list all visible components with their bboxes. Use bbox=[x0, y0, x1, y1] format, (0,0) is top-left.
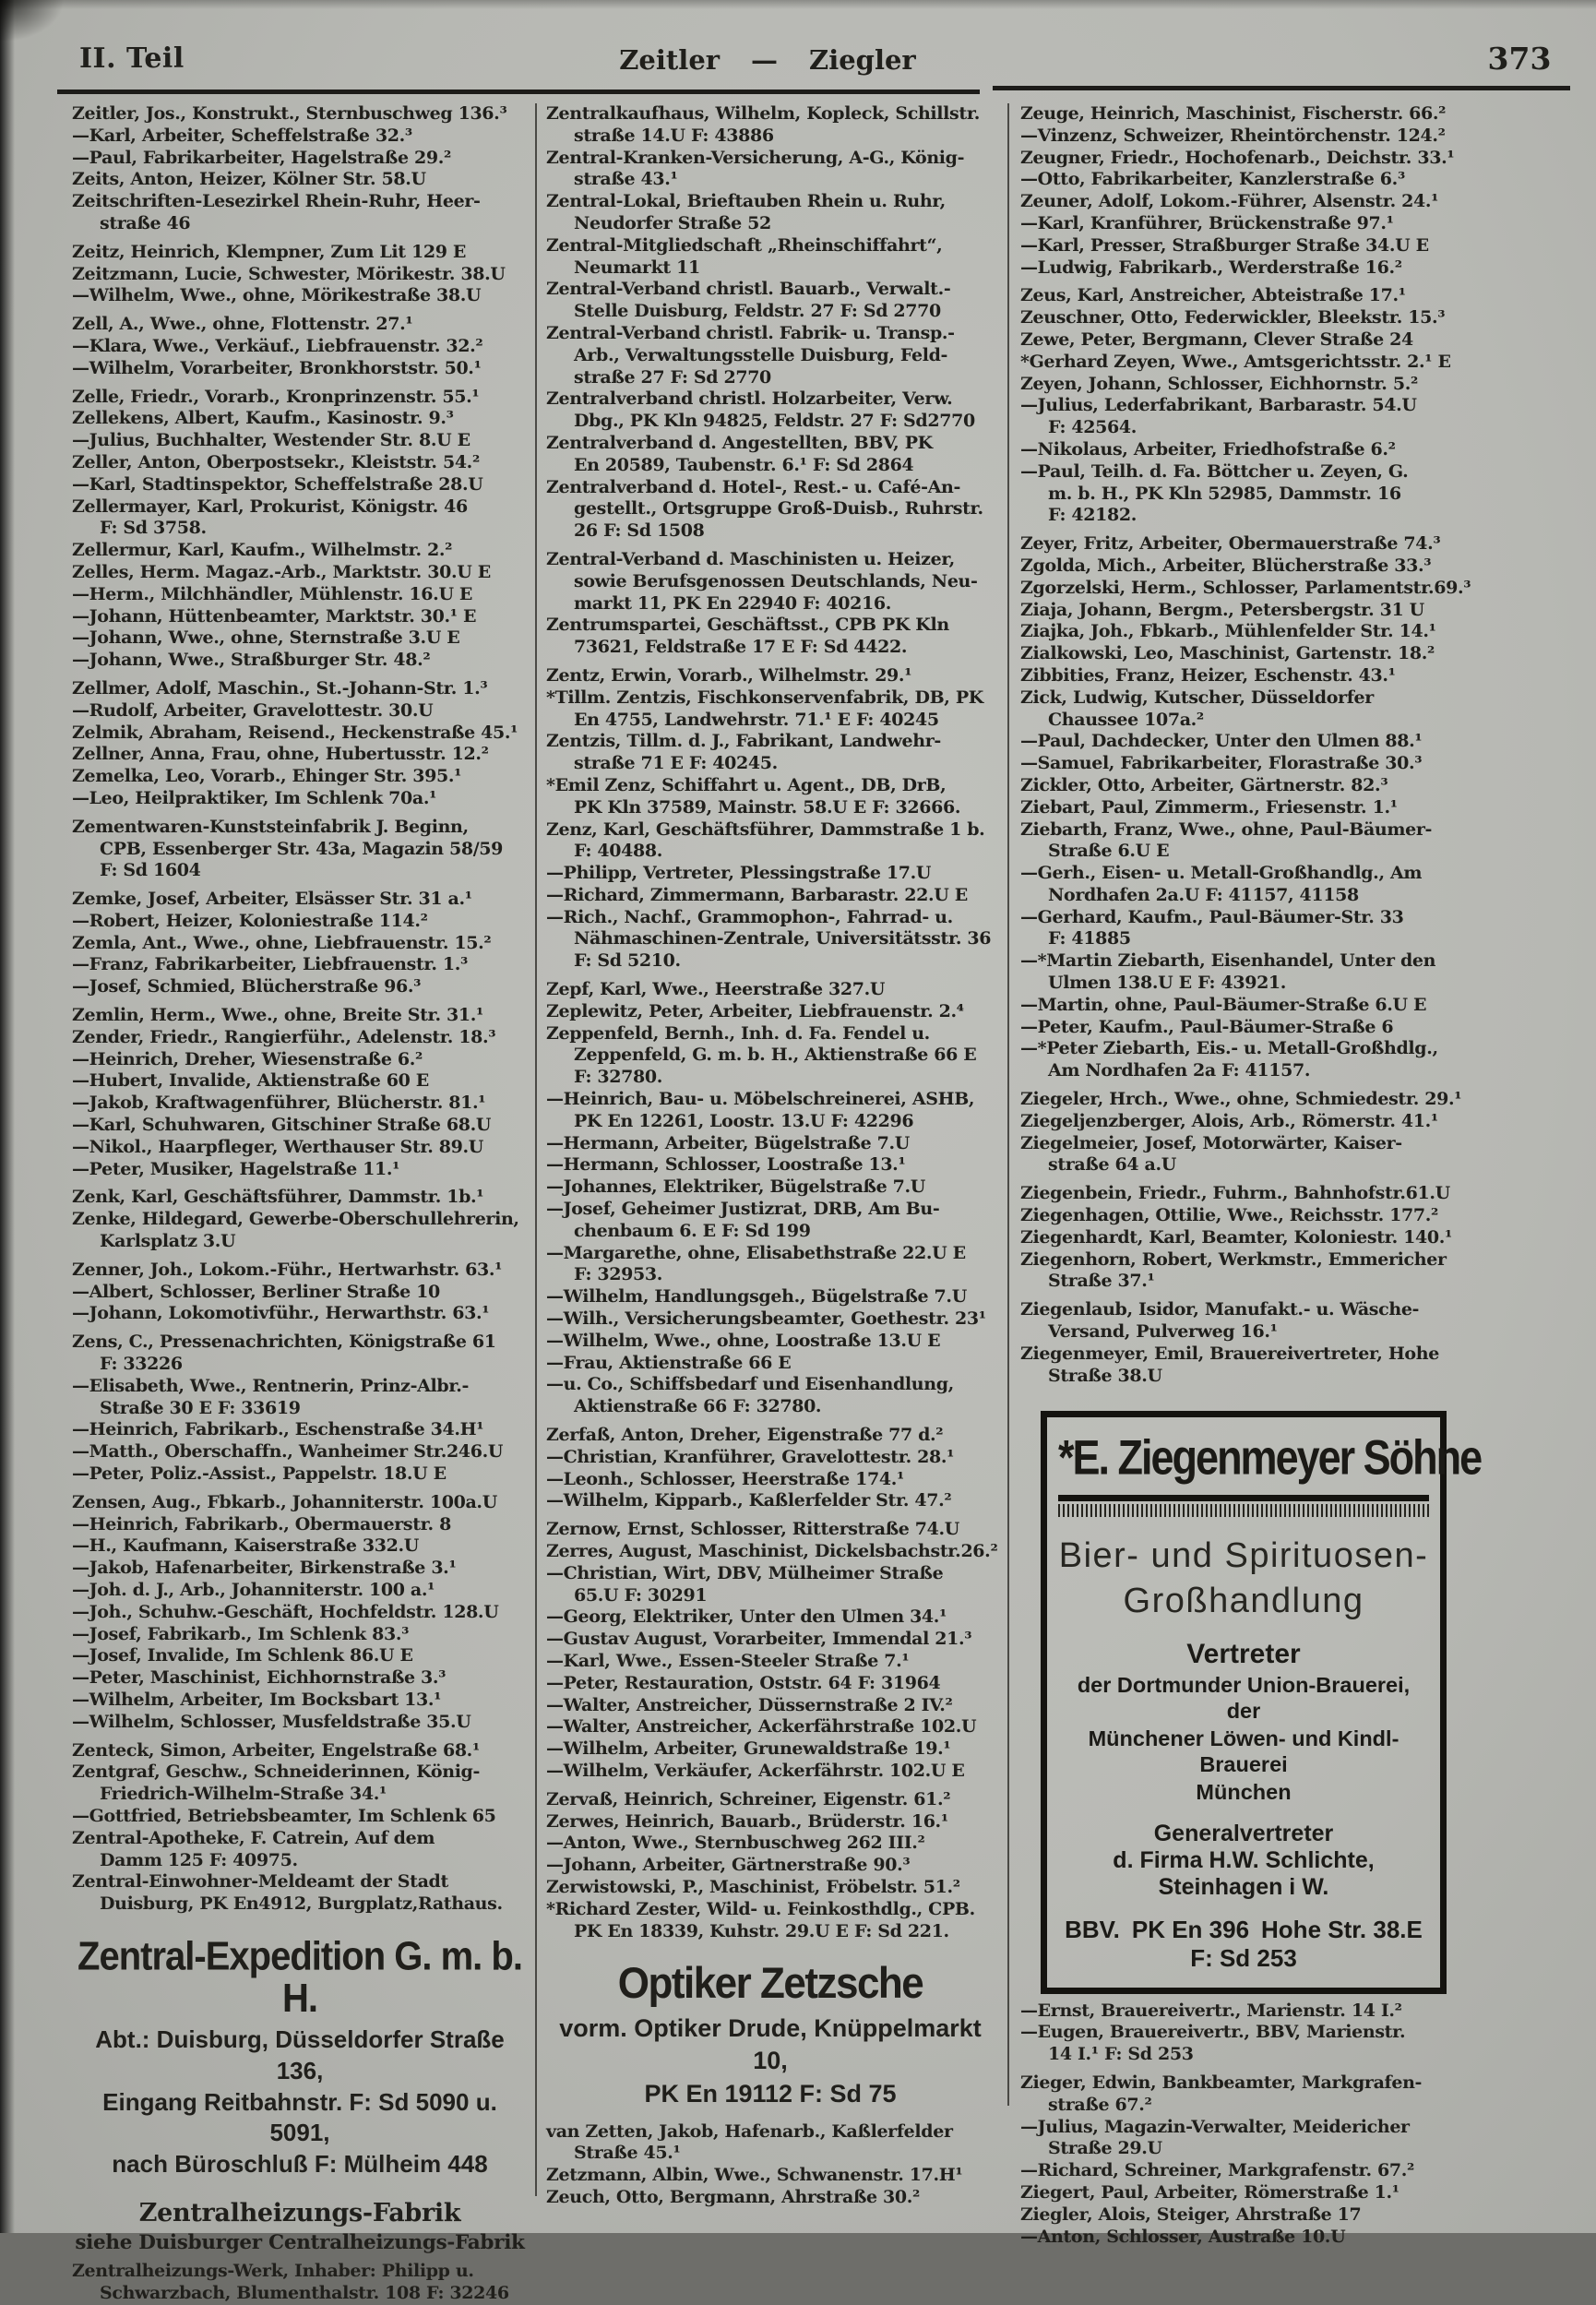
directory-entry-line: —Rich., Nachf., Grammophon-, Fahrrad- u. bbox=[546, 906, 953, 927]
directory-entry-line: Neumarkt 11 bbox=[574, 257, 700, 278]
directory-entry-line: —Samuel, Fabrikarbeiter, Florastraße 30.³ bbox=[1020, 753, 1423, 774]
directory-entry-line: Ziegeljenzberger, Alois, Arb., Römerstr. 41.¹ bbox=[1020, 1110, 1438, 1131]
scan-edge-shadow-top bbox=[0, 0, 1596, 9]
directory-entry-line: —Rudolf, Arbeiter, Gravelottestr. 30.U bbox=[72, 699, 434, 721]
directory-entry-line: Zentralverband d. Hotel-, Rest.- u. Café-An- bbox=[546, 476, 961, 497]
directory-entry-line: 73621, Feldstraße 17 E F: Sd 4422. bbox=[574, 637, 908, 658]
directory-entry-line: 14 I.¹ F: Sd 253 bbox=[1048, 2044, 1194, 2065]
directory-entry-line: Straße 45.¹ bbox=[574, 2143, 681, 2164]
directory-entry-line: Straße 30 E F: 33619 bbox=[100, 1397, 301, 1418]
column-divider-2 bbox=[1007, 103, 1009, 2106]
directory-entry-line: Zelle, Friedr., Vorarb., Kronprinzenstr. 55.¹ bbox=[72, 386, 480, 407]
column-divider-1 bbox=[535, 103, 537, 2196]
directory-entry-line: —Anton, Schlosser, Austraße 10.U bbox=[1020, 2226, 1346, 2247]
directory-entry-line: markt 11, PK En 22940 F: 40216. bbox=[574, 592, 891, 614]
directory-entry-line: Zeppenfeld, Bernh., Inh. d. Fa. Fendel u. bbox=[546, 1022, 930, 1044]
directory-entry-line: —H., Kaufmann, Kaiserstraße 332.U bbox=[72, 1535, 419, 1557]
directory-entry-line: Zerwistowski, P., Maschinist, Fröbelstr. 51.² bbox=[546, 1876, 960, 1897]
ad-general-line: d. Firma H.W. Schlichte, Steinhagen i W. bbox=[1113, 1846, 1375, 1900]
directory-entry-line: Zemlin, Herm., Wwe., ohne, Breite Str. 31.¹ bbox=[72, 1005, 483, 1026]
directory-entry-line: Friedrich-Wilhelm-Straße 34.¹ bbox=[100, 1784, 387, 1805]
directory-entry-line: Zepf, Karl, Wwe., Heerstraße 327.U bbox=[546, 979, 886, 1000]
column-2 bbox=[546, 103, 998, 2209]
directory-entry-line: —Richard, Schreiner, Markgrafenstr. 67.² bbox=[1020, 2160, 1414, 2181]
directory-entry-line: Arb., Verwaltungsstelle Duisburg, Feld- bbox=[574, 344, 948, 365]
directory-entry-line: —Anton, Wwe., Sternbuschweg 262 III.² bbox=[546, 1833, 925, 1854]
directory-entry-line: —Wilhelm, Wwe., ohne, Loostraße 13.U E bbox=[546, 1330, 941, 1351]
directory-entry-line: —Peter, Poliz.-Assist., Pappelstr. 18.U E bbox=[72, 1463, 447, 1485]
directory-entry-line: Zeplewitz, Peter, Arbeiter, Liebfrauenstr. 2.⁴ bbox=[546, 1000, 964, 1021]
directory-entry-line: Zellermur, Karl, Kaufm., Wilhelmstr. 2.² bbox=[72, 540, 453, 561]
directory-entry-line: Zentral-Verband christl. Fabrik- u. Transp.- bbox=[546, 322, 955, 343]
directory-entry-line: Nähmaschinen-Zentrale, Universitätsstr. 36 bbox=[574, 928, 992, 949]
directory-entry-line: Ziaja, Johann, Bergm., Petersbergstr. 31 U bbox=[1020, 599, 1424, 620]
directory-entry-line: Neudorfer Straße 52 bbox=[574, 212, 771, 233]
header-part-label: II. Teil bbox=[79, 42, 185, 75]
directory-entry-line: Ziegenhardt, Karl, Beamter, Koloniestr. 140.¹ bbox=[1020, 1226, 1452, 1248]
directory-entry-line: Zentral-Verband d. Maschinisten u. Heizer, bbox=[546, 548, 955, 569]
cross-reference-line: siehe Duisburger Centralheizungs-Fabrik bbox=[75, 2230, 525, 2254]
directory-entry-line: Am Nordhafen 2a F: 41157. bbox=[1048, 1060, 1311, 1081]
directory-entry-line: Zemla, Ant., Wwe., ohne, Liebfrauenstr. 15.² bbox=[72, 932, 492, 953]
directory-entry-line: *Richard Zester, Wild- u. Feinkosthdlg., CPB. bbox=[546, 1898, 975, 1919]
directory-entry-line: —Johannes, Elektriker, Bügelstraße 7.U bbox=[546, 1176, 925, 1198]
directory-entry-line: —Joh., Schuhw.-Geschäft, Hochfeldstr. 128.U bbox=[72, 1601, 499, 1622]
running-header-right: Ziegler bbox=[809, 44, 916, 76]
notice-line: Eingang Reitbahnstr. F: Sd 5090 u. 5091, bbox=[102, 2087, 497, 2147]
directory-entry-line: Ziegeler, Hrch., Wwe., ohne, Schmiedestr. 29.¹ bbox=[1020, 1089, 1462, 1110]
directory-entry-line: Zeus, Karl, Anstreicher, Abteistraße 17.¹ bbox=[1020, 285, 1406, 306]
directory-entry-line: Zeitler, Jos., Konstrukt., Sternbuschweg 136.³ bbox=[72, 103, 507, 124]
column-1 bbox=[72, 103, 528, 2305]
directory-entry-line: m. b. H., PK Kln 52985, Dammstr. 16 bbox=[1048, 483, 1401, 504]
directory-entry-line: Zentral-Mitgliedschaft „Rheinschiffahrt“, bbox=[546, 234, 943, 256]
directory-entry-line: Zentralkaufhaus, Wilhelm, Kopleck, Schillstr. bbox=[546, 103, 980, 124]
directory-entry-line: —Otto, Fabrikarbeiter, Kanzlerstraße 6.³ bbox=[1020, 169, 1405, 190]
ad-business-line: Bier- und Spirituosen- bbox=[1058, 1536, 1429, 1576]
directory-entry-line: Zenner, Joh., Lokom.-Führ., Hertwarhstr. 63.¹ bbox=[72, 1259, 503, 1280]
directory-entry-line: Zernow, Ernst, Schlosser, Ritterstraße 74.U bbox=[546, 1519, 960, 1540]
directory-entry-line: Ziegenbein, Friedr., Fuhrm., Bahnhofstr.61.U bbox=[1020, 1183, 1450, 1204]
directory-entry-line: —Hermann, Arbeiter, Bügelstraße 7.U bbox=[546, 1132, 910, 1153]
ad-general-label: Generalvertreter bbox=[1153, 1820, 1334, 1846]
directory-entry-line: —Richard, Zimmermann, Barbarastr. 22.U E bbox=[546, 884, 968, 905]
directory-entry-line: straße 64 a.U bbox=[1048, 1154, 1176, 1176]
directory-entry-line: —Wilhelm, Handlungsgeh., Bügelstraße 7.U bbox=[546, 1286, 967, 1308]
directory-entry-line: —Peter, Maschinist, Eichhornstraße 3.³ bbox=[72, 1667, 447, 1689]
directory-entry-line: —Paul, Dachdecker, Unter den Ulmen 88.¹ bbox=[1020, 731, 1423, 752]
directory-entry-line: —Heinrich, Fabrikarb., Eschenstraße 34.H¹ bbox=[72, 1419, 484, 1440]
directory-entry-line: Zell, A., Wwe., ohne, Flottenstr. 27.¹ bbox=[72, 314, 413, 335]
directory-entry-line: —Heinrich, Dreher, Wiesenstraße 6.² bbox=[72, 1048, 423, 1069]
directory-entry-line: —Johann, Hüttenbeamter, Marktstr. 30.¹ E bbox=[72, 605, 477, 627]
directory-entry-line: —Martin, ohne, Paul-Bäumer-Straße 6.U E bbox=[1020, 994, 1427, 1015]
directory-entry-line: —Wilhelm, Arbeiter, Grunewaldstraße 19.¹ bbox=[546, 1738, 951, 1760]
directory-entry-line: van Zetten, Jakob, Hafenarb., Kaßlerfelder bbox=[546, 2120, 953, 2142]
ad-subtitle: Vertreter bbox=[1186, 1638, 1301, 1669]
directory-entry-line: Zentral-Kranken-Versicherung, A-G., König- bbox=[546, 147, 965, 168]
directory-entry-line: —Karl, Arbeiter, Scheffelstraße 32.³ bbox=[72, 125, 412, 146]
directory-entry-line: En 20589, Taubenstr. 6.¹ F: Sd 2864 bbox=[574, 454, 914, 475]
directory-entry-line: Versand, Pulverweg 16.¹ bbox=[1048, 1321, 1278, 1343]
ad-representative-line: der Dortmunder Union-Brauerei, der bbox=[1077, 1672, 1411, 1723]
directory-entry-line: Zelmik, Abraham, Reisend., Heckenstraße 45.¹ bbox=[72, 722, 518, 743]
directory-entry-line: —Peter, Musiker, Hagelstraße 11.¹ bbox=[72, 1158, 400, 1179]
directory-entry-line: —Walter, Anstreicher, Ackerfährstraße 102.U bbox=[546, 1716, 977, 1738]
directory-entry-line: Zialkowski, Leo, Maschinist, Gartenstr. 18.² bbox=[1020, 643, 1435, 664]
column-3 bbox=[1020, 103, 1574, 2248]
directory-entry-line: —Jakob, Hafenarbeiter, Birkenstraße 3.¹ bbox=[72, 1558, 457, 1579]
directory-entry-line: Zellmer, Adolf, Maschin., St.-Johann-Str. 1.³ bbox=[72, 677, 488, 699]
directory-entry-line: Zeitz, Heinrich, Klempner, Zum Lit 129 E bbox=[72, 241, 466, 262]
directory-entry-line: chenbaum 6. E F: Sd 199 bbox=[574, 1220, 811, 1241]
ad-representative-line: München bbox=[1196, 1780, 1292, 1805]
directory-entry-line: —Josef, Geheimer Justizrat, DRB, Am Bu- bbox=[546, 1199, 940, 1220]
directory-entry-line: Ziegenhorn, Robert, Werkmstr., Emmericher bbox=[1020, 1248, 1447, 1270]
notice-line: nach Büroschluß F: Mülheim 448 bbox=[112, 2150, 488, 2179]
directory-entry-line: Zerfaß, Anton, Dreher, Eigenstraße 77 d.² bbox=[546, 1425, 944, 1446]
directory-entry-line: straße 67.² bbox=[1048, 2094, 1152, 2115]
directory-entry-line: F: Sd 3758. bbox=[100, 518, 207, 539]
directory-entry-line: —Gerh., Eisen- u. Metall-Großhandlg., Am bbox=[1020, 863, 1423, 884]
directory-entry-line: Zens, C., Pressenachrichten, Königstraße 61 bbox=[72, 1332, 496, 1353]
directory-entry-line: —Leonh., Schlosser, Heerstraße 174.¹ bbox=[546, 1468, 904, 1489]
directory-entry-line: Ziegert, Paul, Arbeiter, Römerstraße 1.¹ bbox=[1020, 2181, 1399, 2203]
directory-entry-line: Zender, Friedr., Rangierführ., Adelenstr. 18.³ bbox=[72, 1026, 496, 1047]
directory-entry-line: F: Sd 1604 bbox=[100, 860, 201, 881]
directory-entry-line: Zentral-Lokal, Brieftauben Rhein u. Ruhr, bbox=[546, 191, 946, 212]
directory-entry-line: —Matth., Oberschaffn., Wanheimer Str.246.U bbox=[72, 1441, 504, 1463]
directory-entry-line: *Emil Zenz, Schiffahrt u. Agent., DB, DrB, bbox=[546, 774, 947, 795]
directory-entry-line: F: 32780. bbox=[574, 1067, 663, 1088]
directory-entry-line: Zickler, Otto, Arbeiter, Gärtnerstr. 82.³ bbox=[1020, 774, 1388, 795]
directory-entry-line: Zentzis, Tillm. d. J., Fabrikant, Landwehr- bbox=[546, 731, 941, 752]
directory-entry-line: F: 40488. bbox=[574, 841, 663, 862]
directory-entry-line: Zentz, Erwin, Vorarb., Wilhelmstr. 29.¹ bbox=[546, 664, 912, 686]
directory-entry-line: Zeugner, Friedr., Hochofenarb., Deichstr. 33.¹ bbox=[1020, 147, 1455, 168]
directory-entry-line: —Ludwig, Fabrikarb., Werderstraße 16.² bbox=[1020, 257, 1402, 278]
directory-entry-line: —Wilhelm, Kipparb., Kaßlerfelder Str. 47.² bbox=[546, 1490, 952, 1511]
directory-entry-line: —Hubert, Invalide, Aktienstraße 60 E bbox=[72, 1070, 429, 1092]
directory-entry-line: F: Sd 5210. bbox=[574, 950, 681, 972]
directory-entry-line: Zentralverband d. Angestellten, BBV, PK bbox=[546, 432, 933, 453]
directory-entry-line: —*Peter Ziebarth, Eis.- u. Metall-Großhdlg., bbox=[1020, 1038, 1438, 1059]
notice-title: Optiker Zetzsche bbox=[617, 1959, 923, 2009]
directory-entry-line: —Eugen, Brauereivertr., BBV, Marienstr. bbox=[1020, 2022, 1406, 2043]
directory-entry-line: F: 41885 bbox=[1048, 928, 1131, 949]
notice-line: Abt.: Duisburg, Düsseldorfer Straße 136, bbox=[95, 2024, 505, 2084]
directory-entry-line: Zgorzelski, Herm., Schlosser, Parlamentstr.69.³ bbox=[1020, 577, 1471, 598]
notice-line: PK En 19112 F: Sd 75 bbox=[644, 2079, 897, 2108]
directory-entry-line: —Frau, Aktienstraße 66 E bbox=[546, 1352, 792, 1373]
directory-entry-line: —Peter, Restauration, Oststr. 64 F: 31964 bbox=[546, 1672, 941, 1693]
directory-entry-line: F: 42564. bbox=[1048, 417, 1137, 438]
directory-entry-line: Zeller, Anton, Oberpostsekr., Kleiststr. 54.² bbox=[72, 451, 480, 472]
directory-entry-line: —Nikolaus, Arbeiter, Friedhofstraße 6.² bbox=[1020, 438, 1396, 460]
directory-entry-line: Zeitzmann, Lucie, Schwester, Mörikestr. 38.U bbox=[72, 263, 506, 284]
directory-entry-line: —Johann, Wwe., ohne, Sternstraße 3.U E bbox=[72, 627, 460, 649]
directory-entry-line: Duisburg, PK En4912, Burgplatz,Rathaus. bbox=[100, 1893, 503, 1915]
directory-entry-line: Zick, Ludwig, Kutscher, Düsseldorfer bbox=[1020, 687, 1374, 708]
directory-entry-line: —Karl, Wwe., Essen-Steeler Straße 7.¹ bbox=[546, 1650, 910, 1671]
directory-entry-line: —Philipp, Vertreter, Plessingstraße 17.U bbox=[546, 863, 932, 884]
notice-title: Zentral-Expedition G. m. b. H. bbox=[77, 1934, 522, 2021]
directory-entry-line: Zentral-Verband christl. Bauarb., Verwalt.- bbox=[546, 279, 951, 300]
directory-entry-line: *Tillm. Zentzis, Fischkonservenfabrik, DB, PK bbox=[546, 687, 983, 708]
directory-entry-line: —Johann, Wwe., Straßburger Str. 48.² bbox=[72, 650, 431, 671]
header-rule-left bbox=[57, 90, 980, 94]
directory-entry-line: —Wilhelm, Verkäufer, Ackerfährstr. 102.U E bbox=[546, 1760, 965, 1781]
directory-entry-line: Zentrumspartei, Geschäftsst., CPB PK Kln bbox=[546, 615, 949, 636]
ad-phone-line: F: Sd 253 bbox=[1190, 1943, 1297, 1972]
directory-entry-line: Zellekens, Albert, Kaufm., Kasinostr. 9.³ bbox=[72, 408, 454, 429]
directory-entry-line: —Christian, Wirt, DBV, Mülheimer Straße bbox=[546, 1562, 944, 1583]
scan-corner-shadow bbox=[0, 0, 65, 42]
directory-entry-line: Zementwaren-Kunststeinfabrik J. Beginn, bbox=[72, 816, 469, 837]
directory-entry-line: 26 F: Sd 1508 bbox=[574, 520, 705, 542]
scan-edge-shadow bbox=[0, 0, 15, 2233]
directory-entry-line: —Wilhelm, Wwe., ohne, Mörikestraße 38.U bbox=[72, 285, 482, 306]
directory-entry-line: —Heinrich, Bau- u. Möbelschreinerei, ASHB, bbox=[546, 1089, 975, 1110]
directory-entry-line: Straße 37.¹ bbox=[1048, 1271, 1155, 1292]
directory-entry-line: —Franz, Fabrikarbeiter, Liebfrauenstr. 1.³ bbox=[72, 954, 468, 975]
directory-entry-line: Zenz, Karl, Geschäftsführer, Dammstraße 1 b. bbox=[546, 818, 985, 840]
directory-entry-line: Ulmen 138.U E F: 43921. bbox=[1048, 973, 1287, 994]
directory-entry-line: —Herm., Milchhändler, Mühlenstr. 16.U E bbox=[72, 583, 473, 604]
ziegenmeyer-advertisement bbox=[1041, 1411, 1482, 1993]
directory-entry-line: *Gerhard Zeyen, Wwe., Amtsgerichtsstr. 2.¹ E bbox=[1020, 351, 1451, 372]
directory-entry-line: —Gerhard, Kaufm., Paul-Bäumer-Str. 33 bbox=[1020, 906, 1404, 927]
directory-entry-line: Ziegenhagen, Ottilie, Wwe., Reichsstr. 177.² bbox=[1020, 1205, 1438, 1226]
directory-entry-line: —Joh. d. J., Arb., Johanniterstr. 100 a.¹ bbox=[72, 1580, 435, 1600]
directory-entry-line: sowie Berufsgenossen Deutschlands, Neu- bbox=[574, 570, 978, 591]
directory-entry-line: —Paul, Fabrikarbeiter, Hagelstraße 29.² bbox=[72, 147, 451, 168]
directory-entry-line: straße 14.U F: 43886 bbox=[574, 125, 774, 146]
directory-entry-line: Karlsplatz 3.U bbox=[100, 1231, 236, 1252]
directory-entry-line: Ziegenmeyer, Emil, Brauereivertreter, Hohe bbox=[1020, 1343, 1439, 1364]
directory-entry-line: Stelle Duisburg, Feldstr. 27 F: Sd 2770 bbox=[574, 301, 941, 322]
directory-entry-line: straße 71 E F: 40245. bbox=[574, 753, 778, 774]
directory-entry-line: —Karl, Kranführer, Brückenstraße 97.¹ bbox=[1020, 212, 1394, 233]
directory-entry-line: —Walter, Anstreicher, Düssernstraße 2 IV.² bbox=[546, 1694, 953, 1715]
directory-entry-line: Ziegenlaub, Isidor, Manufakt.- u. Wäsche- bbox=[1020, 1299, 1420, 1320]
directory-entry-line: straße 46 bbox=[100, 212, 191, 233]
ad-representative-line: Münchener Löwen- und Kindl-Brauerei bbox=[1088, 1726, 1399, 1777]
directory-entry-line: Zerwes, Heinrich, Bauarb., Brüderstr. 16.¹ bbox=[546, 1810, 948, 1832]
running-header-left: Zeitler bbox=[619, 44, 721, 76]
running-header-dash: — bbox=[751, 44, 779, 76]
directory-entry-line: —Christian, Kranführer, Gravelottestr. 28.¹ bbox=[546, 1446, 955, 1467]
directory-entry-line: —u. Co., Schiffsbedarf und Eisenhandlung, bbox=[546, 1374, 954, 1395]
directory-entry-line: Zerres, August, Maschinist, Dickelsbachstr.26.² bbox=[546, 1541, 998, 1561]
directory-entry-line: —Klara, Wwe., Verkäuf., Liebfrauenstr. 32.² bbox=[72, 335, 483, 356]
directory-entry-line: Ziebarth, Franz, Wwe., ohne, Paul-Bäumer- bbox=[1020, 818, 1433, 840]
directory-entry-line: —Paul, Teilh. d. Fa. Böttcher u. Zeyen, G. bbox=[1020, 460, 1409, 482]
directory-entry-line: —Gustav August, Vorarbeiter, Immendal 21.³ bbox=[546, 1629, 972, 1650]
directory-entry-line: Zellner, Anna, Frau, ohne, Hubertusstr. 12.² bbox=[72, 744, 489, 765]
directory-entry-line: Zentgraf, Geschw., Schneiderinnen, König- bbox=[72, 1762, 481, 1783]
directory-entry-line: —Wilhelm, Schlosser, Musfeldstraße 35.U bbox=[72, 1711, 471, 1732]
directory-entry-line: Straße 29.U bbox=[1048, 2138, 1162, 2159]
page-number: 373 bbox=[1487, 41, 1552, 77]
ad-company-name: *E. Ziegenmeyer Söhne bbox=[1058, 1429, 1482, 1486]
directory-entry-line: —Wilhelm, Vorarbeiter, Bronkhorststr. 50.¹ bbox=[72, 357, 482, 378]
directory-entry-line: —Robert, Heizer, Koloniestraße 114.² bbox=[72, 910, 428, 931]
directory-entry-line: —Heinrich, Fabrikarb., Obermauerstr. 8 bbox=[72, 1513, 451, 1535]
directory-entry-line: Zentralheizungs-Werk, Inhaber: Philipp u. bbox=[72, 2260, 474, 2281]
optiker-zetzsche-notice bbox=[546, 1959, 995, 2109]
directory-entry-line: PK Kln 37589, Mainstr. 58.U E F: 32666. bbox=[574, 796, 961, 818]
directory-entry-line: gestellt., Ortsgruppe Groß-Duisb., Ruhrstr. bbox=[574, 498, 983, 520]
directory-entry-line: Zervaß, Heinrich, Schreiner, Eigenstr. 61.² bbox=[546, 1788, 951, 1809]
header-rule-right bbox=[993, 86, 1570, 90]
directory-entry-line: Zetzmann, Albin, Wwe., Schwanenstr. 17.H¹ bbox=[546, 2165, 963, 2186]
directory-entry-line: straße 43.¹ bbox=[574, 169, 678, 190]
directory-entry-line: 65.U F: 30291 bbox=[574, 1584, 708, 1606]
directory-entry-line: Ziajka, Joh., Fbkarb., Mühlenfelder Str. 14.¹ bbox=[1020, 621, 1436, 642]
notice-line: vorm. Optiker Drude, Knüppelmarkt 10, bbox=[559, 2014, 982, 2075]
directory-entry-line: Zieger, Edwin, Bankbeamter, Markgrafen- bbox=[1020, 2072, 1423, 2093]
directory-entry-line: En 4755, Landwehrstr. 71.¹ E F: 40245 bbox=[574, 709, 939, 730]
directory-entry-line: Zeuge, Heinrich, Maschinist, Fischerstr. 66.² bbox=[1020, 103, 1447, 124]
ad-hatch-band bbox=[1058, 1504, 1429, 1517]
directory-entry-line: —Josef, Fabrikarb., Im Schlenk 83.³ bbox=[72, 1623, 410, 1644]
directory-entry-line: Chaussee 107a.² bbox=[1048, 709, 1204, 730]
directory-entry-line: Zeyen, Johann, Schlosser, Eichhornstr. 5.² bbox=[1020, 373, 1418, 394]
directory-entry-line: Zewe, Peter, Bergmann, Clever Straße 24 bbox=[1020, 328, 1413, 350]
directory-entry-line: —Josef, Schmied, Blücherstraße 96.³ bbox=[72, 976, 422, 997]
directory-entry-line: Zensen, Aug., Fbkarb., Johanniterstr. 100a.U bbox=[72, 1491, 497, 1512]
directory-entry-line: Aktienstraße 66 F: 32780. bbox=[574, 1396, 822, 1417]
directory-entry-line: Zeuch, Otto, Bergmann, Ahrstraße 30.² bbox=[546, 2187, 921, 2208]
directory-entry-line: —Vinzenz, Schweizer, Rheintörchenstr. 124.² bbox=[1020, 125, 1446, 146]
directory-entry-line: F: 42182. bbox=[1048, 505, 1137, 526]
directory-entry-line: Zeitschriften-Lesezirkel Rhein-Ruhr, Heer- bbox=[72, 191, 481, 212]
directory-entry-line: Zeyer, Fritz, Arbeiter, Obermauerstraße 74.³ bbox=[1020, 533, 1441, 555]
directory-entry-line: Damm 125 F: 40975. bbox=[100, 1849, 298, 1870]
directory-entry-line: F: 32953. bbox=[574, 1264, 663, 1285]
ad-contact-line: BBV. PK En 396 Hohe Str. 38.E bbox=[1065, 1915, 1423, 1943]
directory-entry-line: —Julius, Buchhalter, Westender Str. 8.U E bbox=[72, 430, 470, 451]
directory-entry-line: CPB, Essenberger Str. 43a, Magazin 58/59 bbox=[100, 838, 504, 859]
directory-entry-line: Zentral-Einwohner-Meldeamt der Stadt bbox=[72, 1871, 448, 1893]
directory-entry-line: —Josef, Invalide, Im Schlenk 86.U E bbox=[72, 1645, 413, 1666]
running-header bbox=[537, 44, 998, 76]
ad-rule bbox=[1058, 1495, 1429, 1501]
directory-entry-line: Schwarzbach, Blumenthalstr. 108 F: 32246 bbox=[100, 2282, 509, 2303]
directory-entry-line: —Margarethe, ohne, Elisabethstraße 22.U E bbox=[546, 1242, 966, 1263]
cross-reference-title: Zentralheizungs-Fabrik bbox=[138, 2198, 461, 2227]
directory-entry-line: Zelles, Herm. Magaz.-Arb., Marktstr. 30.U E bbox=[72, 561, 491, 582]
directory-entry-line: straße 27 F: Sd 2770 bbox=[574, 366, 771, 388]
directory-entry-line: Zenk, Karl, Geschäftsführer, Dammstr. 1b.¹ bbox=[72, 1187, 484, 1208]
directory-entry-line: —*Martin Ziebarth, Eisenhandel, Unter den bbox=[1020, 950, 1436, 972]
directory-entry-line: —Leo, Heilpraktiker, Im Schlenk 70a.¹ bbox=[72, 787, 437, 808]
directory-entry-line: Straße 38.U bbox=[1048, 1365, 1162, 1386]
directory-entry-line: Zemke, Josef, Arbeiter, Elsässer Str. 31 a.¹ bbox=[72, 889, 472, 910]
directory-entry-line: Zibbities, Franz, Heizer, Eschenstr. 43.¹ bbox=[1020, 664, 1396, 686]
directory-entry-line: —Johann, Lokomotivführ., Herwarthstr. 63.¹ bbox=[72, 1303, 490, 1324]
directory-entry-line: Nordhafen 2a.U F: 41157, 41158 bbox=[1048, 884, 1359, 905]
directory-entry-line: —Elisabeth, Wwe., Rentnerin, Prinz-Albr.- bbox=[72, 1375, 470, 1396]
directory-entry-line: —Jakob, Kraftwagenführer, Blücherstr. 81.¹ bbox=[72, 1093, 486, 1114]
directory-entry-line: Zemelka, Leo, Vorarb., Ehinger Str. 395.¹ bbox=[72, 766, 462, 787]
directory-entry-line: Ziegler, Alois, Steiger, Ahrstraße 17 bbox=[1020, 2203, 1362, 2225]
directory-entry-line: Straße 6.U E bbox=[1048, 841, 1170, 862]
directory-entry-line: —Wilhelm, Arbeiter, Im Bocksbart 13.¹ bbox=[72, 1689, 442, 1710]
ad-business-line: Großhandlung bbox=[1123, 1582, 1364, 1621]
directory-entry-line: —Georg, Elektriker, Unter den Ulmen 34.¹ bbox=[546, 1606, 947, 1628]
directory-entry-line: PK En 12261, Loostr. 13.U F: 42296 bbox=[574, 1110, 914, 1131]
directory-entry-line: —Peter, Kaufm., Paul-Bäumer-Straße 6 bbox=[1020, 1016, 1394, 1037]
directory-entry-line: F: 33226 bbox=[100, 1354, 183, 1375]
directory-entry-line: Ziegelmeier, Josef, Motorwärter, Kaiser- bbox=[1020, 1132, 1402, 1153]
directory-entry-line: —Albert, Schlosser, Berliner Straße 10 bbox=[72, 1281, 440, 1302]
directory-entry-line: —Nikol., Haarpfleger, Werthauser Str. 89.U bbox=[72, 1136, 483, 1157]
zentralheizung-cross-reference bbox=[72, 2199, 528, 2254]
directory-entry-line: Zellermayer, Karl, Prokurist, Königstr. 46 bbox=[72, 496, 468, 517]
directory-entry-line: Zenke, Hildegard, Gewerbe-Oberschullehrerin, bbox=[72, 1209, 519, 1230]
directory-entry-line: —Karl, Stadtinspektor, Scheffelstraße 28.U bbox=[72, 473, 483, 495]
directory-entry-line: Zeuschner, Otto, Federwickler, Bleekstr. 15.³ bbox=[1020, 307, 1446, 328]
directory-entry-line: —Karl, Presser, Straßburger Straße 34.U E bbox=[1020, 234, 1429, 256]
directory-entry-line: Zenteck, Simon, Arbeiter, Engelstraße 68.¹ bbox=[72, 1739, 480, 1761]
directory-entry-line: Zeppenfeld, G. m. b. H., Aktienstraße 66 E bbox=[574, 1045, 977, 1066]
directory-entry-line: —Karl, Schuhwaren, Gitschiner Straße 68.U bbox=[72, 1115, 492, 1136]
directory-entry-line: —Wilh., Versicherungsbeamter, Goethestr. 23¹ bbox=[546, 1308, 986, 1330]
directory-entry-line: —Julius, Magazin-Verwalter, Meidericher bbox=[1020, 2116, 1410, 2137]
directory-entry-line: —Hermann, Schlosser, Loostraße 13.¹ bbox=[546, 1154, 906, 1176]
directory-entry-line: Zeuner, Adolf, Lokom.-Führer, Alsenstr. 24.¹ bbox=[1020, 191, 1439, 212]
directory-entry-line: —Gottfried, Betriebsbeamter, Im Schlenk 65 bbox=[72, 1805, 496, 1826]
directory-entry-line: —Julius, Lederfabrikant, Barbarastr. 54.U bbox=[1020, 395, 1417, 416]
directory-entry-line: Zentralverband christl. Holzarbeiter, Verw. bbox=[546, 388, 953, 410]
directory-entry-line: Zgolda, Mich., Arbeiter, Blücherstraße 33.³ bbox=[1020, 555, 1432, 576]
zentral-expedition-notice bbox=[72, 1936, 528, 2180]
directory-entry-line: Dbg., PK Kln 94825, Feldstr. 27 F: Sd2770 bbox=[574, 411, 975, 432]
directory-entry-line: —Johann, Arbeiter, Gärtnerstraße 90.³ bbox=[546, 1855, 911, 1876]
directory-entry-line: PK En 18339, Kuhstr. 29.U E F: Sd 221. bbox=[574, 1920, 949, 1941]
directory-entry-line: Zeits, Anton, Heizer, Kölner Str. 58.U bbox=[72, 169, 426, 190]
directory-entry-line: —Ernst, Brauereivertr., Marienstr. 14 I.² bbox=[1020, 2000, 1402, 2021]
directory-entry-line: Zentral-Apotheke, F. Catrein, Auf dem bbox=[72, 1827, 435, 1848]
directory-entry-line: Ziebart, Paul, Zimmerm., Friesenstr. 1.¹ bbox=[1020, 796, 1398, 818]
